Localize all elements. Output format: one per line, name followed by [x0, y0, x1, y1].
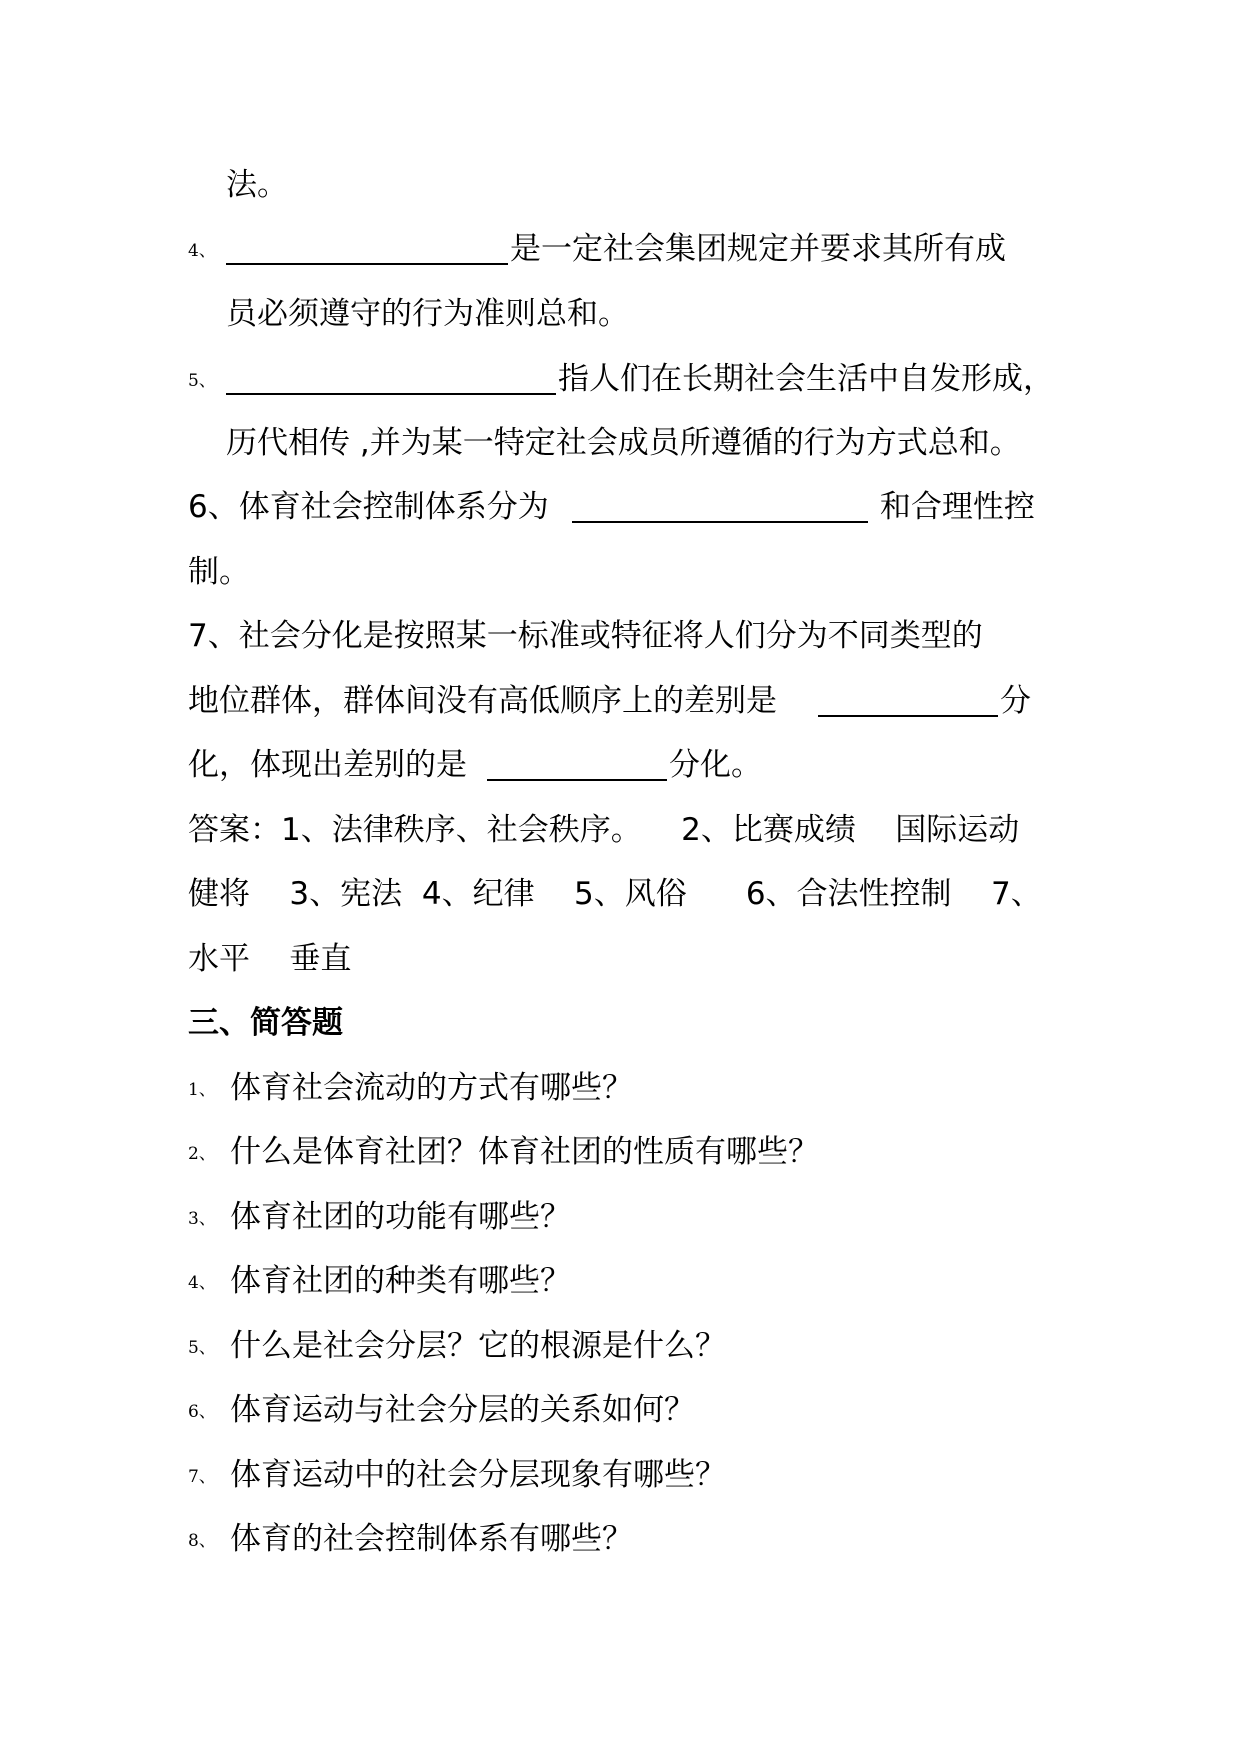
- question-5-cont: [0, 423, 1241, 463]
- sa1-number: 1、: [188, 1080, 216, 1100]
- answer-text-2: 健将 3、宪法 4、纪律 5、风俗 6、合法性控制 7、: [188, 876, 1042, 912]
- sa3-number: 3、: [188, 1209, 216, 1229]
- short-answer-8: [0, 1519, 1241, 1559]
- answer-text-1: 答案：1、法律秩序、社会秩序。 2、比赛成绩 国际运动: [188, 812, 1020, 848]
- q5-text-1: 指人们在长期社会生活中自发形成，: [558, 361, 1054, 397]
- question-6: [0, 487, 1241, 527]
- question-7-line-3: [0, 745, 1241, 785]
- question-4: [0, 229, 1241, 269]
- answer-text-3: 水平 垂直: [188, 941, 352, 977]
- sa5-number: 5、: [188, 1338, 216, 1358]
- section-3-title: 三、简答题: [188, 1005, 343, 1041]
- short-answer-4: [0, 1261, 1241, 1301]
- question-7: [0, 616, 1241, 656]
- q7-line-2a: 地位群体，群体间没有高低顺序上的差别是: [188, 683, 777, 719]
- short-answer-6: [0, 1390, 1241, 1430]
- answer-line-1: [0, 810, 1241, 850]
- sa1-text: 体育社会流动的方式有哪些？: [230, 1070, 633, 1106]
- short-answer-7: [0, 1455, 1241, 1495]
- q7-line-2b: 分: [1000, 683, 1031, 719]
- q6-text-2: 制。: [188, 554, 250, 590]
- q3-continuation: [0, 165, 1241, 205]
- sa5-text: 什么是社会分层？它的根源是什么？: [230, 1328, 726, 1364]
- q7-blank-2[interactable]: [487, 749, 667, 781]
- sa4-number: 4、: [188, 1273, 216, 1293]
- sa8-number: 8、: [188, 1531, 216, 1551]
- answer-line-3: [0, 939, 1241, 979]
- section-3-heading: [0, 1003, 1241, 1043]
- q4-number: 4、: [188, 241, 216, 261]
- sa7-number: 7、: [188, 1467, 216, 1487]
- sa6-text: 体育运动与社会分层的关系如何？: [230, 1392, 695, 1428]
- q7-line-1: 7、社会分化是按照某一标准或特征将人们分为不同类型的: [188, 618, 983, 654]
- q5-blank[interactable]: [226, 363, 556, 395]
- q4-text-2: 员必须遵守的行为准则总和。: [226, 296, 629, 332]
- q7-blank-1[interactable]: [818, 685, 998, 717]
- short-answer-2: [0, 1132, 1241, 1172]
- q5-text-2: 历代相传 ,并为某一特定社会成员所遵循的行为方式总和。: [226, 425, 1021, 461]
- q6-prefix: 6、体育社会控制体系分为: [188, 489, 549, 525]
- q5-number: 5、: [188, 371, 216, 391]
- question-4-cont: [0, 294, 1241, 334]
- q3-cont-text: 法。: [226, 167, 288, 203]
- question-6-cont: [0, 552, 1241, 592]
- sa3-text: 体育社团的功能有哪些？: [230, 1199, 571, 1235]
- answer-line-2: [0, 874, 1241, 914]
- question-7-line-2: [0, 681, 1241, 721]
- sa6-number: 6、: [188, 1402, 216, 1422]
- q7-line-3b: 分化。: [669, 747, 762, 783]
- sa8-text: 体育的社会控制体系有哪些？: [230, 1521, 633, 1557]
- q6-blank[interactable]: [572, 491, 868, 523]
- short-answer-5: [0, 1326, 1241, 1366]
- sa2-number: 2、: [188, 1144, 216, 1164]
- q4-blank[interactable]: [226, 233, 508, 265]
- sa2-text: 什么是体育社团？体育社团的性质有哪些？: [230, 1134, 819, 1170]
- sa4-text: 体育社团的种类有哪些？: [230, 1263, 571, 1299]
- question-5: [0, 359, 1241, 399]
- q6-suffix: 和合理性控: [870, 489, 1035, 525]
- short-answer-1: [0, 1068, 1241, 1108]
- q4-text-1: 是一定社会集团规定并要求其所有成: [510, 231, 1006, 267]
- sa7-text: 体育运动中的社会分层现象有哪些？: [230, 1457, 726, 1493]
- q7-line-3a: 化，体现出差别的是: [188, 747, 467, 783]
- short-answer-3: [0, 1197, 1241, 1237]
